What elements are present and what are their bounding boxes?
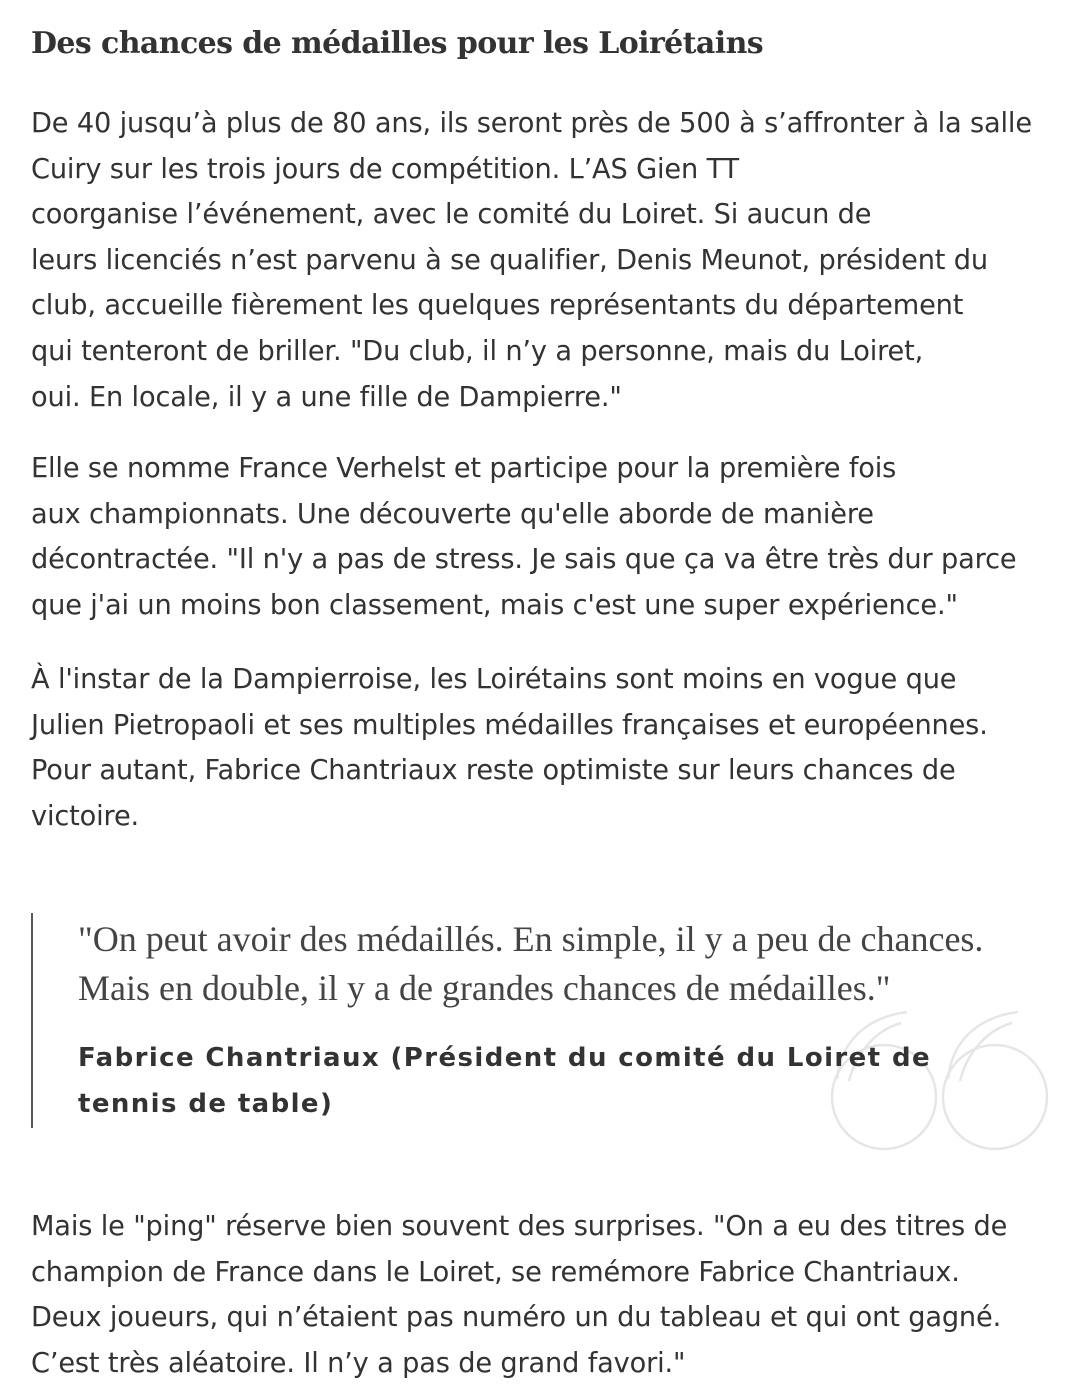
paragraph-line: que j'ai un moins bon classement, mais c'est une super expérience."	[31, 589, 958, 621]
section-heading: Des chances de médailles pour les Loirétains	[31, 26, 764, 61]
quote-author-line: Fabrice Chantriaux (Président du comité du Loiret de	[78, 1043, 931, 1073]
paragraph-line: Cuiry sur les trois jours de compétition. L’AS Gien TT	[31, 153, 740, 185]
paragraph-line: qui tenteront de briller. "Du club, il n’y a personne, mais du Loiret,	[31, 335, 924, 367]
paragraph-line: Elle se nomme France Verhelst et participe pour la première fois	[31, 453, 897, 484]
article-paragraph	[31, 101, 1032, 420]
pull-quote	[31, 913, 1058, 1128]
quote-text	[78, 915, 983, 1013]
article-paragraph	[31, 446, 1016, 628]
paragraph-line: décontractée. "Il n'y a pas de stress. Je sais que ça va être très dur parce	[31, 544, 1017, 576]
quote-line: Mais en double, il y a de grandes chances de médailles."	[78, 968, 891, 1008]
paragraph-line: champion de France dans le Loiret, se remémore Fabrice Chantriaux.	[31, 1256, 960, 1288]
paragraph-line: victoire.	[31, 800, 140, 832]
paragraph-line: De 40 jusqu’à plus de 80 ans, ils seront près de 500 à s’affronter à la salle	[31, 108, 1032, 139]
quote-author	[78, 1035, 931, 1127]
quote-line: "On peut avoir des médaillés. En simple, il y a peu de chances.	[78, 919, 984, 959]
paragraph-line: coorganise l’événement, avec le comité du Loiret. Si aucun de	[31, 199, 872, 231]
article-body	[31, 0, 1056, 1379]
paragraph-line: À l'instar de la Dampierroise, les Loirétains sont moins en vogue que	[31, 664, 957, 695]
article-paragraph	[31, 657, 988, 839]
article-paragraph	[31, 1204, 1007, 1386]
paragraph-line: Mais le "ping" réserve bien souvent des surprises. "On a eu des titres de	[31, 1211, 1008, 1242]
paragraph-line: Julien Pietropaoli et ses multiples médailles françaises et européennes.	[31, 709, 988, 741]
paragraph-line: Deux joueurs, qui n’étaient pas numéro un du tableau et qui ont gagné.	[31, 1302, 1002, 1334]
paragraph-line: Pour autant, Fabrice Chantriaux reste optimiste sur leurs chances de	[31, 755, 956, 787]
paragraph-line: leurs licenciés n’est parvenu à se qualifier, Denis Meunot, président du	[31, 244, 988, 276]
paragraph-line: aux championnats. Une découverte qu'elle aborde de manière	[31, 498, 874, 530]
paragraph-line: oui. En locale, il y a une fille de Dampierre."	[31, 381, 622, 413]
quote-author-line: tennis de table)	[78, 1089, 334, 1119]
paragraph-line: club, accueille fièrement les quelques représentants du département	[31, 290, 964, 322]
paragraph-line: C’est très aléatoire. Il n’y a pas de grand favori."	[31, 1347, 686, 1379]
